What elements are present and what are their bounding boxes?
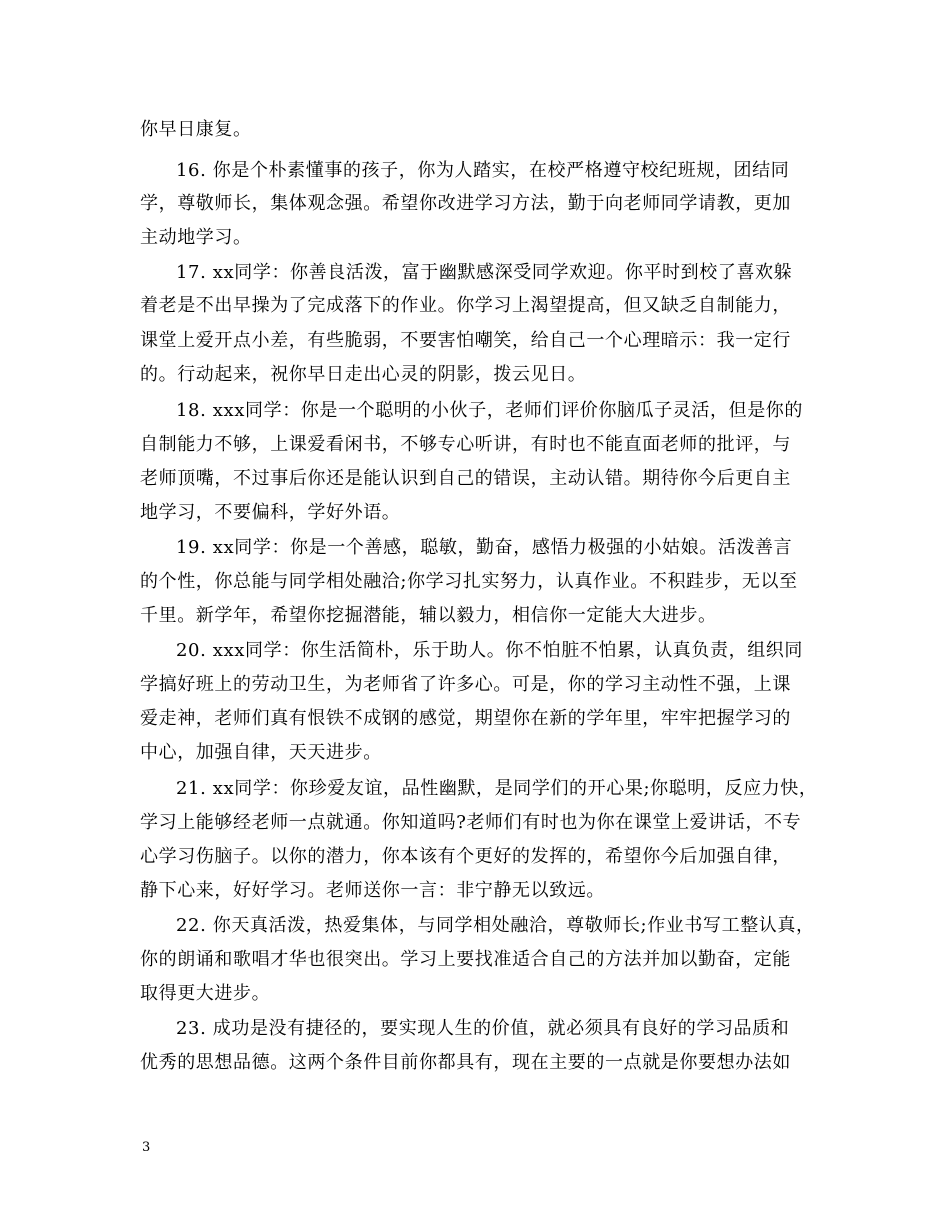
text-line: 的。行动起来，祝你早日走出心灵的阴影，拨云见日。 — [140, 364, 587, 385]
text-line: 22. 你天真活泼，热爱集体，与同学相处融洽，尊敬师长;作业书写工整认真， — [176, 915, 815, 936]
text-line: 19. xx同学：你是一个善感，聪敏，勤奋，感悟力极强的小姑娘。活泼善言 — [176, 537, 793, 558]
text-line: 自制能力不够，上课爱看闲书，不够专心听讲，有时也不能直面老师的批评，与 — [140, 434, 791, 455]
text-line: 学搞好班上的劳动卫生，为老师省了许多心。可是，你的学习主动性不强，上课 — [140, 674, 791, 695]
text-line: 静下心来，好好学习。老师送你一言：非宁静无以致远。 — [140, 880, 605, 901]
text-line: 地学习，不要偏科，学好外语。 — [140, 502, 401, 523]
text-line: 学习上能够经老师一点就通。你知道吗?老师们有时也为你在课堂上爱讲话，不专 — [140, 812, 802, 833]
text-line: 你的朗诵和歌唱才华也很突出。学习上要找准适合自己的方法并加以勤奋，定能 — [140, 949, 791, 970]
text-line: 主动地学习。 — [140, 227, 252, 248]
text-line: 16. 你是个朴素懂事的孩子，你为人踏实，在校严格遵守校纪班规，团结同 — [176, 160, 790, 181]
text-line: 17. xx同学：你善良活泼，富于幽默感深受同学欢迎。你平时到校了喜欢躲 — [176, 262, 793, 283]
text-line: 学，尊敬师长，集体观念强。希望你改进学习方法，勤于向老师同学请教，更加 — [140, 193, 791, 214]
text-line: 爱走神，老师们真有恨铁不成钢的感觉，期望你在新的学年里，牢牢把握学习的 — [140, 708, 791, 729]
text-line: 20. xxx同学：你生活简朴，乐于助人。你不怕脏不怕累，认真负责，组织同 — [176, 640, 803, 661]
text-line: 你早日康复。 — [140, 119, 252, 140]
text-line: 中心，加强自律，天天进步。 — [140, 742, 382, 763]
text-line: 23. 成功是没有捷径的，要实现人生的价值，就必须具有良好的学习品质和 — [176, 1018, 790, 1039]
text-line: 千里。新学年，希望你挖掘潜能，辅以毅力，相信你一定能大大进步。 — [140, 605, 717, 626]
text-line: 心学习伤脑子。以你的潜力，你本该有个更好的发挥的，希望你今后加强自律， — [140, 846, 791, 867]
text-line: 18. xxx同学：你是一个聪明的小伙子，老师们评价你脑瓜子灵活，但是你的 — [176, 400, 803, 421]
text-line: 21. xx同学：你珍爱友谊，品性幽默，是同学们的开心果;你聪明，反应力快， — [176, 778, 818, 799]
text-line: 老师顶嘴，不过事后你还是能认识到自己的错误，主动认错。期待你今后更自主 — [140, 468, 791, 489]
text-line: 优秀的思想品德。这两个条件目前你都具有，现在主要的一点就是你要想办法如 — [140, 1052, 791, 1073]
page-number: 3 — [142, 1140, 151, 1155]
text-line: 着老是不出早操为了完成落下的作业。你学习上渴望提高，但又缺乏自制能力， — [140, 295, 791, 316]
text-line: 课堂上爱开点小差，有些脆弱，不要害怕嘲笑，给自己一个心理暗示：我一定行 — [140, 330, 791, 351]
text-line: 的个性，你总能与同学相处融洽;你学习扎实努力，认真作业。不积跬步，无以至 — [140, 571, 798, 592]
text-line: 取得更大进步。 — [140, 983, 271, 1004]
